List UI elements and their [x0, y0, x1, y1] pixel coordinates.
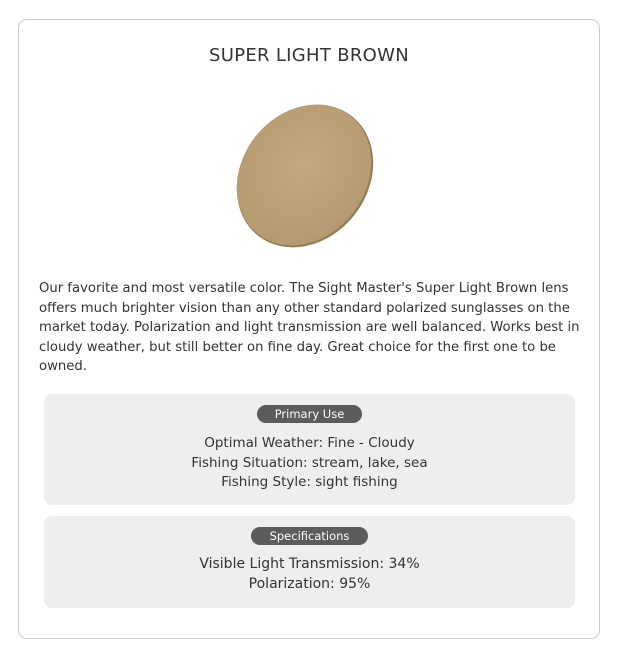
fishing-style: Fishing Style: sight fishing [221, 474, 398, 490]
lens-image [234, 100, 376, 252]
product-title: SUPER LIGHT BROWN [209, 45, 409, 66]
polarization: Polarization: 95% [248, 575, 371, 592]
specifications-list [44, 555, 575, 594]
primary-use-panel [44, 394, 575, 505]
primary-use-list [44, 434, 575, 493]
product-card [18, 19, 600, 639]
visible-light-transmission: Visible Light Transmission: 34% [199, 556, 420, 572]
fishing-situation: Fishing Situation: stream, lake, sea [191, 454, 428, 471]
product-description: Our favorite and most versatile color. The Sight Master's Super Light Brown lens offers much brighter vision than any other standard polarized sunglasses on the market today. Polarization and light transmission are well balanced. Works best in cloudy weather, but still better on fine day. Great choice for the first one to be owned. [39, 281, 580, 374]
lens-icon [234, 100, 376, 252]
specifications-badge: Specifications [251, 527, 369, 545]
primary-use-badge: Primary Use [257, 405, 363, 423]
specifications-panel [44, 516, 575, 608]
optimal-weather: Optimal Weather: Fine - Cloudy [204, 435, 415, 451]
